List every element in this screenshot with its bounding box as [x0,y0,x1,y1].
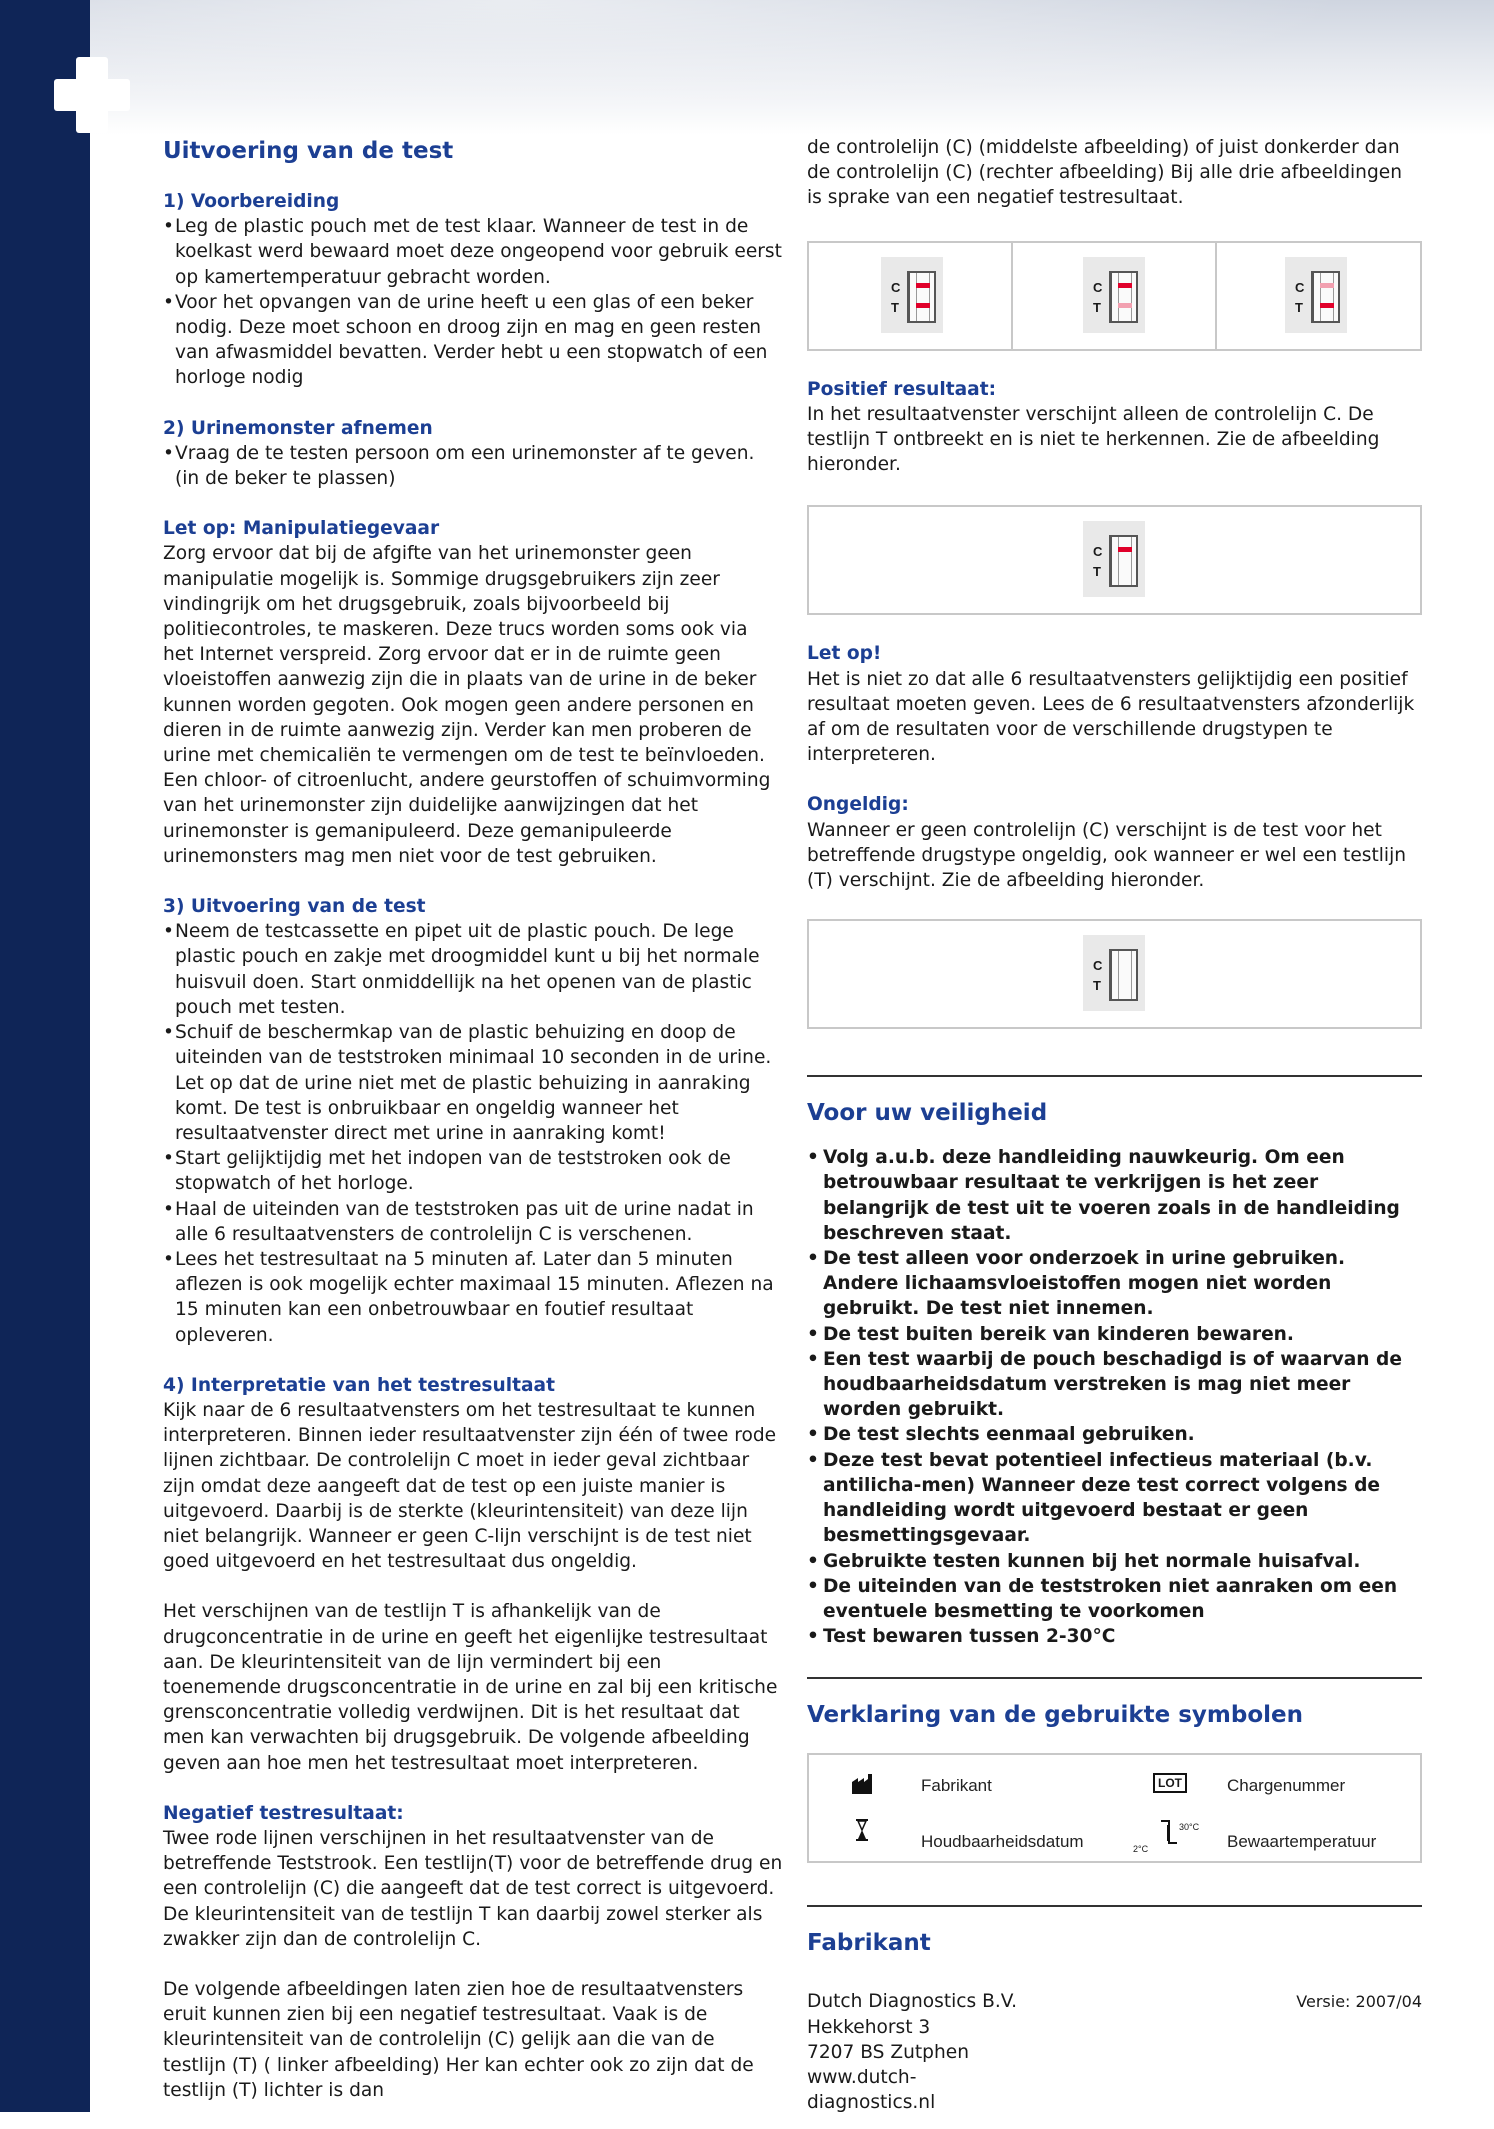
lot-label: Chargenummer [1227,1776,1346,1796]
manipulation-text: Zorg ervoor dat bij de afgifte van het urinemonster geen manipulatie mogelijk is. Sommige drugsgebruikers zijn zeer vindingrijk om het drugsgebruik, zoals bijvoorbeeld bij politiecontroles, te maskeren. Deze trucs worden soms ook via het Internet verspreid. Zorg ervoor dat er in de ruimte geen vloeistoffen aanwezig zijn die in plaats van de urine in de beker kunnen worden gegoten. Ook mogen geen andere personen en dieren in de ruimte aanwezig zijn. Verder kan men proberen de urine met chemicaliën te vermengen om de test te beïnvloeden. Een chloor- of citroenlucht, andere geurstoffen of schuimvorming van het urinemonster zijn duidelijke aanwijzingen dat het urinemonster is gemanipuleerd. Deze gemanipuleerde urinemonsters mag men niet voor de test gebruiken. [163,543,771,867]
positive-text: In het resultaatvenster verschijnt alleen de controlelijn C. De testlijn T ontbreekt en is niet te herkennen. Zie de afbeelding hieronder. [807,403,1380,476]
safety-heading: Voor uw veiligheid [807,1100,1048,1127]
sample-list [163,441,783,491]
list-item: • Start gelijktijdig met het indopen van de teststroken ook de stopwatch of het horloge. [163,1146,783,1196]
test-strip-lighter: C T [1083,257,1145,333]
right-column [807,135,1422,2129]
list-item: • Voor het opvangen van de urine heeft u een glas of een beker nodig. Deze moet schoon en droog zijn en mag en geen resten van afwasmiddel bevatten. Verder hebt u een stopwatch of een horloge nodig [163,290,783,391]
invalid-text: Wanneer er geen controlelijn (C) verschijnt is de test voor het betreffende drugstype ongeldig, ook wanneer er wel een testlijn (T) verschijnt. Zie de afbeelding hieronder. [807,819,1407,892]
interpretation-text-2: Het verschijnen van de testlijn T is afhankelijk van de drugconcentratie in de urine en geeft het eigenlijke testresultaat aan. De kleurintensiteit van de lijn vermindert bij een toenemende drugsconcentratie in de urine en zal bij een kritische grensconcentratie volledig verdwijnen. Dit is het resultaat dat men kan verwachten bij drugsgebruik. De volgende afbeelding geven aan hoe men het testresultaat moet interpreteren. [163,1601,778,1774]
header-pattern-band [90,0,1494,135]
lot-icon: LOT [1153,1773,1187,1793]
section-heading-negative: Negatief testresultaat: [163,1802,404,1824]
list-item: • Schuif de beschermkap van de plastic behuizing en doop de uiteinden van de teststroken minimaal 10 seconden in de urine. Let op dat de urine niet met de plastic behuizing in aanraking komt. De test is onbruikbaar en ongeldig wanneer het resultaatvenster direct met urine in aanraking komt! [163,1020,783,1146]
execution-list [163,919,783,1347]
list-item: • Leg de plastic pouch met de test klaar. Wanneer de test in de koelkast werd bewaard moet deze ongeopend voor gebruik eerst op kamertemperatuur gebracht worden. [163,214,783,290]
list-item: • Een test waarbij de pouch beschadigd is of waarvan de houdbaarheidsdatum verstreken is mag niet meer worden gebruikt. [807,1347,1422,1423]
left-column [163,135,783,2103]
manufacturer-heading: Fabrikant [807,1930,931,1957]
address-line: diagnostics.nl [807,2092,936,2114]
section-heading-manipulation: Let op: Manipulatiegevaar [163,518,440,540]
list-item: • Gebruikte testen kunnen bij het normale huisafval. [807,1549,1422,1574]
list-item: • Lees het testresultaat na 5 minuten af. Later dan 5 minuten aflezen is ook mogelijk echter maximaal 15 minuten. Aflezen na 15 minuten kan een onbetrouwbaar en foutief resultaat opleveren. [163,1247,783,1348]
temp-low-label: 2°C [1133,1844,1149,1855]
expiry-label: Houdbaarheidsdatum [921,1832,1084,1852]
attention-text: Het is niet zo dat alle 6 resultaatvensters gelijktijdig een positief resultaat moeten geven. Lees de 6 resultaatvensters afzonderlijk af om de resultaten voor de verschillende drugstypen te interpreteren. [807,668,1415,766]
sidebar-band [0,0,90,2112]
test-strip-positive: C T [1083,521,1145,597]
test-strip-equal: C T [881,257,943,333]
list-item: • Haal de uiteinden van de teststroken pas uit de urine nadat in alle 6 resultaatvensters de controlelijn C is verschenen. [163,1197,783,1247]
negative-text-1: Twee rode lijnen verschijnen in het resultaatvenster van de betreffende Teststrook. Een testlijn(T) voor de betreffende drug en een controlelijn (C) die aangeeft dat de test correct is uitgevoerd. De kleurintensiteit van de testlijn T kan daarbij zowel sterker als zwakker zijn dan de controlelijn C. [163,1827,783,1950]
symbols-table [807,1753,1422,1863]
manufacturer-label: Fabrikant [921,1776,992,1796]
address-line: Hekkehorst 3 [807,2016,931,2038]
test-strip-invalid: C T [1083,935,1145,1011]
symbols-heading: Verklaring van de gebruikte symbolen [807,1702,1304,1729]
version-label: Versie: 2007/04 [1296,1992,1422,2012]
hourglass-icon [855,1819,869,1841]
section-heading-attention: Let op! [807,643,882,665]
address-line: Dutch Diagnostics B.V. [807,1991,1018,2013]
list-item: • De test alleen voor onderzoek in urine gebruiken. Andere lichaamsvloeistoffen mogen niet worden gebruikt. De test niet innemen. [807,1246,1422,1322]
invalid-result-figure [807,919,1422,1029]
test-strip-darker: C T [1285,257,1347,333]
factory-icon [851,1773,875,1795]
list-item: • De test slechts eenmaal gebruiken. [807,1422,1422,1447]
interpretation-text-1: Kijk naar de 6 resultaatvensters om het testresultaat te kunnen interpreteren. Binnen ieder resultaatvenster zijn één of twee rode lijnen zichtbaar. De controlelijn C moet in ieder geval zichtbaar zijn omdat deze aangeeft dat de test op een juiste manier is uitgevoerd. Daarbij is de sterkte (kleurintensiteit) van deze lijn niet belangrijk. Wanneer er geen C-lijn verschijnt is de test niet goed uitgevoerd en het testresultaat dus ongeldig. [163,1399,777,1573]
storage-label: Bewaartemperatuur [1227,1832,1377,1852]
section-heading-interpretation: 4) Interpretatie van het testresultaat [163,1374,555,1396]
list-item: • De uiteinden van de teststroken niet aanraken om een eventuele besmetting te voorkomen [807,1574,1422,1624]
positive-result-figure [807,505,1422,615]
continued-text: de controlelijn (C) (middelste afbeelding) of juist donkerder dan de controlelijn (C) (rechter afbeelding) Bij alle drie afbeeldingen is sprake van een negatief testresultaat. [807,137,1402,209]
list-item: • Neem de testcassette en pipet uit de plastic pouch. De lege plastic pouch en zakje met droogmiddel kunt u bij het normale huisvuil doen. Start onmiddellijk na het openen van de plastic pouch met testen. [163,919,783,1020]
section-heading-execution: 3) Uitvoering van de test [163,896,426,918]
list-item: • Vraag de te testen persoon om een urinemonster af te geven. (in de beker te plassen) [163,441,783,491]
list-item: • Volg a.u.b. deze handleiding nauwkeurig. Om een betrouwbaar resultaat te verkrijgen is het zeer belangrijk de test uit te voeren zoals in de handleiding beschreven staat. [807,1145,1422,1246]
safety-list [807,1145,1422,1649]
page-title: Uitvoering van de test [163,138,454,164]
section-heading-preparation: 1) Voorbereiding [163,191,340,212]
address-line: 7207 BS Zutphen [807,2041,969,2063]
negative-text-2: De volgende afbeeldingen laten zien hoe de resultaatvensters eruit kunnen zien bij een negatief testresultaat. Vaak is de kleurintensiteit van de controlelijn (C) gelijk aan die van de testlijn (T) ( linker afbeelding) Her kan echter ook zo zijn dat de testlijn (T) lichter is dan [163,1979,754,2101]
section-heading-invalid: Ongeldig: [807,794,909,816]
temp-high-label: 30°C [1179,1822,1200,1833]
list-item: • Deze test bevat potentieel infectieus materiaal (b.v. antilicha-men) Wanneer deze test correct volgens de handleiding wordt uitgevoerd bestaat er geen besmettingsgevaar. [807,1448,1422,1549]
list-item: • De test buiten bereik van kinderen bewaren. [807,1322,1422,1347]
section-heading-positive: Positief resultaat: [807,378,997,400]
section-heading-sample: 2) Urinemonster afnemen [163,417,433,439]
manufacturer-block [807,1989,1422,2129]
list-item: • Test bewaren tussen 2-30°C [807,1624,1422,1649]
preparation-list [163,214,783,390]
negative-result-figure [807,241,1422,351]
cross-logo-icon [54,57,130,133]
address-line: www.dutch- [807,2066,917,2088]
